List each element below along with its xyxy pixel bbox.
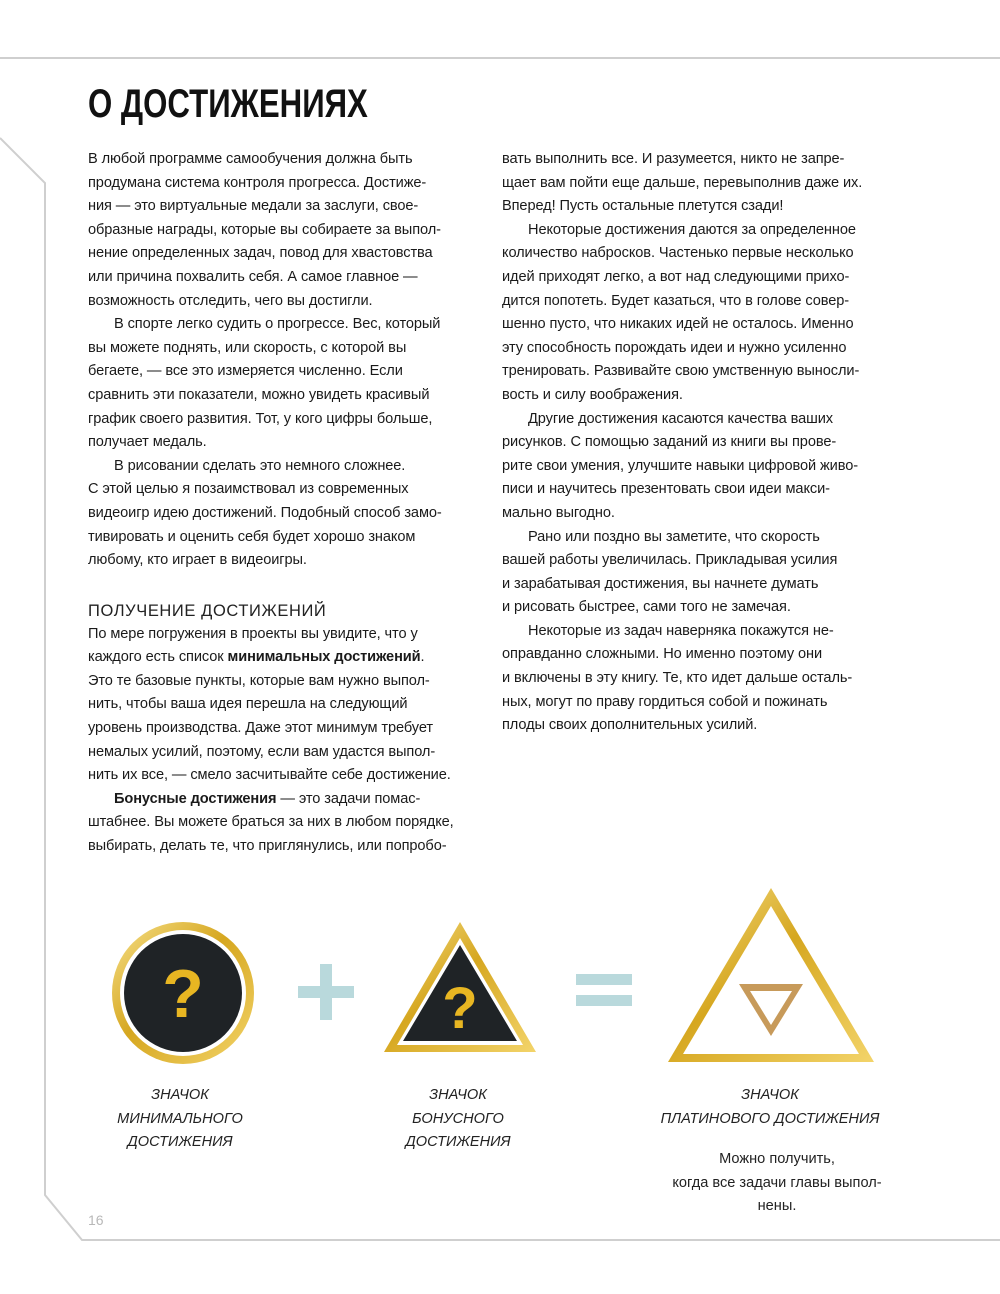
plus-icon: [296, 962, 356, 1022]
paragraph: [88, 148, 483, 313]
caption-line: ДОСТИЖЕНИЯ: [127, 1134, 233, 1151]
text-line: возможность отследить, чего вы достигли.: [88, 292, 373, 309]
text-line: нить их все, — смело засчитывайте себе достижение.: [88, 767, 451, 784]
text-line: тивировать и оценить себя будет хорошо знаком: [88, 528, 416, 545]
text-line: вы можете поднять, или скорость, с которой вы: [88, 339, 407, 356]
right-column: [502, 148, 897, 738]
text-line: бегаете, — все это измеряется численно. Если: [88, 363, 403, 380]
bonus-badge-caption: [378, 1084, 538, 1155]
text-line: Другие достижения касаются качества ваших: [528, 410, 833, 427]
text-line: образные награды, которые вы собираете за выпол-: [88, 221, 441, 238]
caption-line: ДОСТИЖЕНИЯ: [405, 1134, 511, 1151]
caption-line: МИНИМАЛЬНОГО: [117, 1110, 243, 1127]
minimal-achievement-badge-icon: [108, 918, 258, 1068]
text-line: ния — это виртуальные медали за заслуги, свое-: [88, 198, 419, 215]
text-line: любому, кто играет в видеоигры.: [88, 552, 307, 569]
text-line: выбирать, делать те, что приглянулись, или попробо-: [88, 838, 447, 855]
bold-term: Бонусные достижения: [114, 790, 277, 807]
text-line: рите свои умения, улучшите навыки цифровой живо-: [502, 457, 858, 474]
caption-line: ПЛАТИНОВОГО ДОСТИЖЕНИЯ: [660, 1110, 880, 1127]
platinum-badge-note: [650, 1148, 904, 1219]
equals-icon: [574, 970, 634, 1010]
caption-line: ЗНАЧОК: [429, 1087, 487, 1103]
text-line: сравнить эти показатели, можно увидеть красивый: [88, 386, 430, 403]
bonus-achievement-badge-icon: [380, 918, 540, 1058]
text-line: шенно пусто, что никаких идей не осталось. Именно: [502, 316, 854, 333]
note-line: нены.: [757, 1198, 797, 1215]
minimal-badge-caption: [100, 1084, 260, 1155]
text-line: Вперед! Пусть остальные плетутся сзади!: [502, 198, 784, 215]
text-line: Некоторые достижения даются за определенное: [528, 221, 856, 238]
text-line: график своего развития. Тот, у кого цифры больше,: [88, 410, 433, 427]
caption-line: БОНУСНОГО: [412, 1110, 504, 1127]
text-fragment: — это задачи помас-: [276, 790, 421, 807]
text-line: [88, 788, 483, 812]
text-line: рисунков. С помощью заданий из книги вы прове-: [502, 434, 837, 451]
text-line: вать выполнить все. И разумеется, никто не запре-: [502, 151, 845, 167]
text-line: плоды своих дополнительных усилий.: [502, 717, 758, 734]
text-line: ных, могут по праву гордиться собой и пожинать: [502, 693, 828, 710]
text-line: мально выгодно.: [502, 504, 615, 521]
bold-term: минимальных достижений: [227, 649, 421, 666]
page-title: О ДОСТИЖЕНИЯХ: [88, 82, 368, 126]
text-line: уровень производства. Даже этот минимум требует: [88, 720, 433, 737]
question-mark-icon: ?: [442, 976, 478, 1041]
text-line: видеоигр идею достижений. Подобный способ замо-: [88, 504, 442, 521]
text-line: [88, 646, 483, 670]
text-line: нение определенных задач, повод для хвастовства: [88, 245, 433, 262]
text-fragment: .: [420, 649, 425, 666]
text-line: вашей работы увеличилась. Прикладывая усилия: [502, 552, 838, 569]
text-line: эту способность порождать идеи и нужно усиленно: [502, 339, 847, 356]
text-line: дится попотеть. Будет казаться, что в голове совер-: [502, 292, 850, 309]
paragraph: [88, 788, 483, 859]
paragraph: [502, 620, 897, 738]
text-line: По мере погружения в проекты вы увидите, что у: [88, 625, 418, 642]
text-line: писи и научитесь презентовать свои идеи макси-: [502, 481, 830, 498]
paragraph: [88, 623, 483, 788]
paragraph: [502, 526, 897, 620]
text-line: Некоторые из задач наверняка покажутся не-: [528, 622, 834, 639]
paragraph: [502, 408, 897, 526]
text-line: идей приходят легко, а вот над следующими прихо-: [502, 268, 850, 285]
text-line: Это те базовые пункты, которые вам нужно выпол-: [88, 672, 430, 689]
section-subheading: ПОЛУЧЕНИЕ ДОСТИЖЕНИЙ: [88, 601, 327, 620]
text-line: и включены в эту книгу. Те, кто идет дальше осталь-: [502, 670, 853, 687]
text-line: В любой программе самообучения должна быть: [88, 151, 413, 167]
text-line: получает медаль.: [88, 434, 207, 451]
text-line: С этой целью я позаимствовал из современных: [88, 481, 409, 498]
text-line: немалых усилий, поэтому, если вам удастся выпол-: [88, 743, 436, 760]
text-line: или причина похвалить себя. А самое главное —: [88, 268, 418, 285]
paragraph: [88, 455, 483, 573]
text-line: вость и силу воображения.: [502, 386, 683, 403]
text-line: оправданно сложными. Но именно поэтому они: [502, 646, 823, 663]
text-line: штабнее. Вы можете браться за них в любом порядке,: [88, 814, 454, 831]
text-line: и зарабатывая достижения, вы начнете думать: [502, 575, 819, 592]
paragraph: [502, 219, 897, 408]
platinum-achievement-badge-icon: [664, 884, 878, 1066]
text-line: и рисовать быстрее, сами того не замечая.: [502, 599, 791, 616]
paragraph: [502, 148, 897, 219]
text-line: щает вам пойти еще дальше, перевыполнив даже их.: [502, 174, 863, 191]
platinum-badge-caption: [650, 1084, 890, 1131]
text-fragment: каждого есть список: [88, 649, 228, 666]
text-line: В рисовании сделать это немного сложнее.: [114, 457, 406, 474]
text-line: Рано или поздно вы заметите, что скорость: [528, 528, 820, 545]
left-column: [88, 148, 483, 859]
question-mark-icon: ?: [162, 956, 204, 1032]
text-line: тренировать. Развивайте свою умственную выносли-: [502, 363, 860, 380]
caption-line: ЗНАЧОК: [151, 1087, 209, 1103]
note-line: Можно получить,: [719, 1151, 835, 1167]
paragraph: [88, 313, 483, 455]
text-line: В спорте легко судить о прогрессе. Вес, который: [114, 316, 441, 333]
caption-line: ЗНАЧОК: [741, 1087, 799, 1103]
note-line: когда все задачи главы выпол-: [672, 1174, 882, 1191]
page-number: 16: [88, 1212, 104, 1228]
text-line: продумана система контроля прогресса. Достиже-: [88, 174, 427, 191]
text-line: нить, чтобы ваша идея перешла на следующий: [88, 696, 408, 713]
text-line: количество набросков. Частенько первые несколько: [502, 245, 854, 262]
